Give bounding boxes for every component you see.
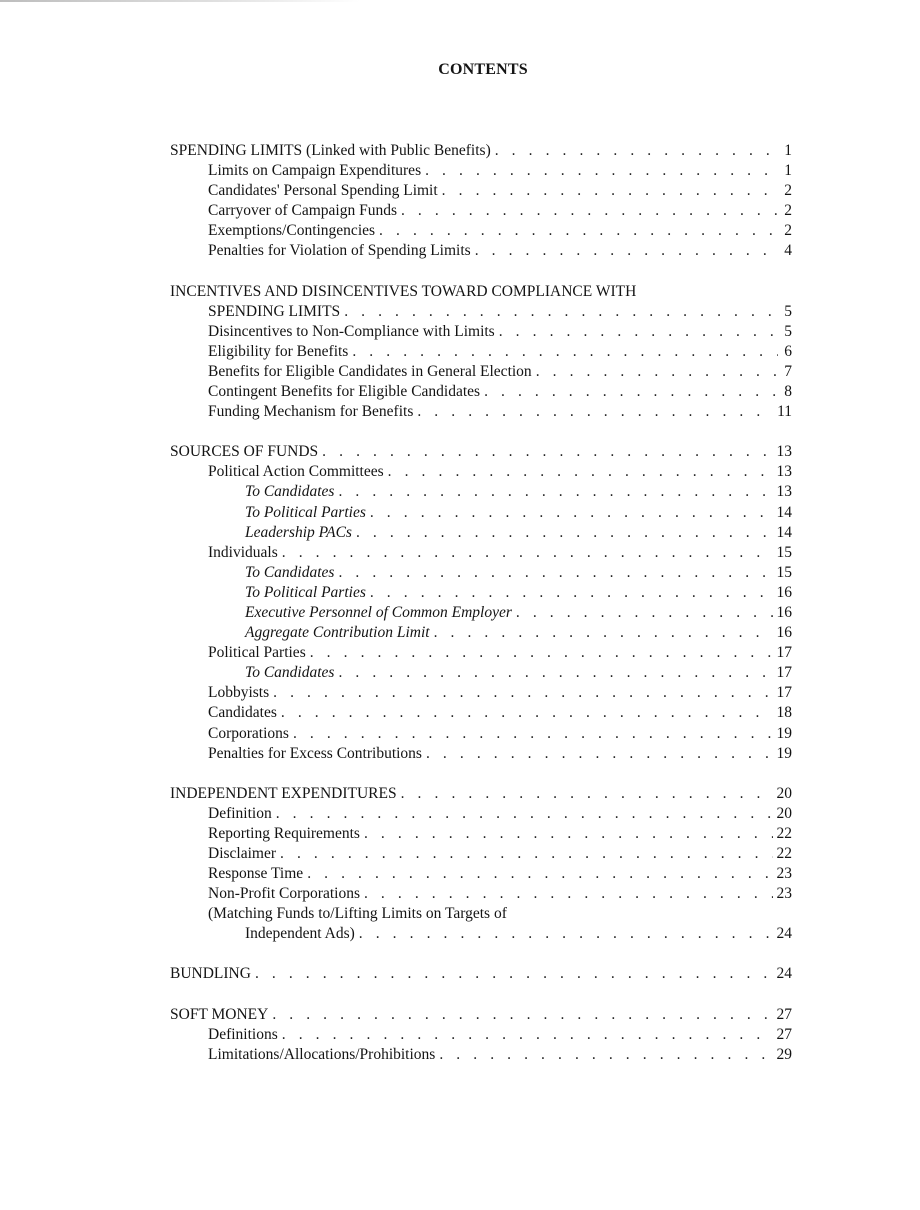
- toc-heading-bundling[interactable]: [170, 964, 792, 984]
- toc-entry-text: Lobbyists: [208, 684, 270, 702]
- toc-page-number: 16: [776, 624, 792, 642]
- toc-page-number: 19: [776, 724, 792, 742]
- toc-entry-text: Leadership PACs: [245, 523, 352, 541]
- toc-entry[interactable]: [170, 724, 792, 744]
- toc-subentry[interactable]: [170, 663, 792, 683]
- toc-entry-text: Limitations/Allocations/Prohibitions: [208, 1045, 436, 1063]
- toc-entry-text: Political Action Committees: [208, 463, 384, 481]
- toc-page-number: 23: [776, 885, 792, 903]
- table-of-contents: [170, 141, 792, 1065]
- toc-page-number: 19: [776, 744, 792, 762]
- toc-entry[interactable]: [170, 402, 792, 422]
- dot-leader: [293, 724, 773, 744]
- toc-entry-text: Corporations: [208, 724, 289, 742]
- toc-entry-text: Aggregate Contribution Limit: [245, 624, 430, 642]
- toc-page-number: 20: [776, 784, 792, 802]
- dot-leader: [276, 804, 773, 824]
- toc-entry[interactable]: [170, 804, 792, 824]
- toc-page-number: 8: [784, 383, 792, 401]
- toc-entry-text: Reporting Requirements: [208, 824, 360, 842]
- dot-leader: [356, 523, 773, 543]
- toc-entry-text: Exemptions/Contingencies: [208, 222, 376, 240]
- toc-page-number: 4: [784, 242, 792, 260]
- toc-heading-text: INCENTIVES AND DISINCENTIVES TOWARD COMPLIANCE WITH: [170, 282, 637, 300]
- toc-page-number: 27: [776, 1025, 792, 1043]
- dot-leader: [364, 884, 773, 904]
- toc-subentry[interactable]: [170, 603, 792, 623]
- toc-heading-spending-limits[interactable]: [170, 141, 792, 161]
- dot-leader: [484, 382, 778, 402]
- toc-entry-text: Penalties for Excess Contributions: [208, 744, 422, 762]
- dot-leader: [499, 322, 778, 342]
- toc-entry-text: Definition: [208, 804, 272, 822]
- toc-subentry[interactable]: [170, 503, 792, 523]
- dot-leader: [370, 583, 773, 603]
- toc-page-number: 1: [784, 162, 792, 180]
- toc-heading-text: SPENDING LIMITS (Linked with Public Benefits): [170, 142, 491, 159]
- toc-entry[interactable]: [170, 543, 792, 563]
- dot-leader: [273, 683, 772, 703]
- toc-page-number: 11: [777, 403, 792, 421]
- toc-entry[interactable]: [170, 362, 792, 382]
- toc-page-number: 6: [784, 342, 792, 360]
- toc-entry[interactable]: [170, 1025, 792, 1045]
- toc-entry-text: Penalties for Violation of Spending Limits: [208, 242, 471, 260]
- toc-page-number: 27: [776, 1005, 792, 1023]
- toc-subentry[interactable]: [170, 482, 792, 502]
- toc-heading-incentives-line1[interactable]: [170, 282, 792, 302]
- toc-entry[interactable]: [170, 864, 792, 884]
- scan-edge-mark: [0, 0, 360, 2]
- dot-leader: [439, 1045, 772, 1065]
- toc-heading-soft-money[interactable]: [170, 1005, 792, 1025]
- toc-heading-text: SOFT MONEY: [170, 1005, 269, 1023]
- toc-entry-text: Carryover of Campaign Funds: [208, 202, 397, 220]
- toc-heading-text: SPENDING LIMITS: [208, 302, 341, 320]
- toc-page-number: 29: [776, 1045, 792, 1063]
- dot-leader: [272, 1005, 772, 1025]
- dot-leader: [388, 462, 773, 482]
- dot-leader: [322, 442, 772, 462]
- dot-leader: [434, 623, 773, 643]
- toc-page-number: 14: [776, 523, 792, 541]
- toc-entry[interactable]: [170, 824, 792, 844]
- toc-page-number: 18: [776, 704, 792, 722]
- dot-leader: [536, 362, 778, 382]
- toc-page-number: 2: [784, 182, 792, 200]
- dot-leader: [425, 161, 778, 181]
- toc-page-number: 2: [784, 202, 792, 220]
- toc-entry-text: Response Time: [208, 865, 304, 883]
- toc-page-number: 13: [776, 483, 792, 501]
- toc-entry-text: Contingent Benefits for Eligible Candidates: [208, 383, 481, 401]
- toc-entry[interactable]: [170, 884, 792, 904]
- toc-entry-text: Definitions: [208, 1025, 278, 1043]
- dot-leader: [307, 864, 772, 884]
- toc-entry-text: Political Parties: [208, 644, 306, 662]
- toc-heading-text: BUNDLING: [170, 965, 251, 983]
- dot-leader: [516, 603, 773, 623]
- toc-entry[interactable]: [170, 844, 792, 864]
- toc-page-number: 22: [776, 824, 792, 842]
- toc-subentry[interactable]: [170, 623, 792, 643]
- toc-page-number: 23: [776, 865, 792, 883]
- dot-leader: [255, 964, 773, 984]
- toc-entry[interactable]: [170, 201, 792, 221]
- toc-heading-text: INDEPENDENT EXPENDITURES: [170, 784, 397, 802]
- toc-entry-text: Non-Profit Corporations: [208, 885, 360, 903]
- dot-leader: [442, 181, 778, 201]
- dot-leader: [379, 221, 778, 241]
- toc-entry[interactable]: [170, 744, 792, 764]
- dot-leader: [282, 1025, 773, 1045]
- toc-page-number: 14: [776, 503, 792, 521]
- toc-entry-text: Individuals: [208, 543, 278, 561]
- dot-leader: [370, 503, 773, 523]
- dot-leader: [364, 824, 773, 844]
- dot-leader: [495, 141, 778, 161]
- toc-entry-text: To Political Parties: [245, 583, 366, 601]
- toc-page-number: 16: [776, 583, 792, 601]
- toc-entry-text: To Candidates: [245, 664, 335, 682]
- toc-entry[interactable]: [170, 181, 792, 201]
- toc-entry-text: Benefits for Eligible Candidates in General Election: [208, 362, 532, 380]
- toc-entry[interactable]: [170, 322, 792, 342]
- toc-entry-text: Disincentives to Non-Compliance with Limits: [208, 322, 495, 340]
- toc-page-number: 24: [776, 925, 792, 943]
- toc-page-number: 16: [776, 603, 792, 621]
- toc-page-number: 15: [776, 543, 792, 561]
- toc-page-number: 22: [776, 845, 792, 862]
- dot-leader: [280, 844, 772, 864]
- dot-leader: [310, 643, 773, 663]
- dot-leader: [338, 482, 772, 502]
- dot-leader: [352, 342, 778, 362]
- toc-heading-text: SOURCES OF FUNDS: [170, 443, 319, 461]
- toc-page-number: 2: [784, 222, 792, 240]
- toc-entry-text: Eligibility for Benefits: [208, 342, 349, 360]
- dot-leader: [344, 302, 778, 322]
- toc-subentry[interactable]: [170, 583, 792, 603]
- toc-entry[interactable]: [170, 221, 792, 241]
- toc-subentry[interactable]: [170, 563, 792, 583]
- toc-page-number: 24: [776, 965, 792, 983]
- dot-leader: [417, 402, 773, 422]
- toc-entry[interactable]: [170, 241, 792, 261]
- dot-leader: [338, 563, 772, 583]
- toc-entry-text: To Candidates: [245, 563, 335, 581]
- dot-leader: [282, 543, 773, 563]
- dot-leader: [338, 663, 772, 683]
- toc-entry[interactable]: [170, 643, 792, 663]
- dot-leader: [401, 201, 778, 221]
- toc-heading-independent-expenditures[interactable]: [170, 784, 792, 804]
- toc-entry-text: (Matching Funds to/Lifting Limits on Targets of: [208, 905, 507, 923]
- toc-entry[interactable]: [170, 1045, 792, 1065]
- dot-leader: [281, 703, 773, 723]
- toc-entry-matching-funds-line1[interactable]: [170, 904, 792, 924]
- toc-entry[interactable]: [170, 161, 792, 181]
- toc-entry[interactable]: [170, 703, 792, 723]
- toc-page-number: 5: [784, 302, 792, 320]
- toc-page-number: 17: [776, 664, 792, 682]
- toc-entry-text: Candidates' Personal Spending Limit: [208, 182, 438, 200]
- toc-entry-text: To Political Parties: [245, 503, 366, 521]
- toc-entry[interactable]: [170, 462, 792, 482]
- toc-page-number: 1: [784, 142, 792, 159]
- dot-leader: [475, 241, 778, 261]
- dot-leader: [401, 784, 773, 804]
- toc-entry[interactable]: [170, 342, 792, 362]
- toc-heading-sources-of-funds[interactable]: [170, 442, 792, 462]
- toc-entry-text: Funding Mechanism for Benefits: [208, 403, 414, 421]
- toc-entry-text: Candidates: [208, 704, 277, 722]
- dot-leader: [426, 744, 773, 764]
- toc-subentry[interactable]: [170, 523, 792, 543]
- toc-page-number: 15: [776, 563, 792, 581]
- toc-entry[interactable]: [170, 382, 792, 402]
- toc-heading-incentives-line2[interactable]: [170, 302, 792, 322]
- toc-page-number: 20: [776, 804, 792, 822]
- toc-page-number: 7: [784, 362, 792, 380]
- toc-page-number: 5: [784, 322, 792, 340]
- toc-entry-text: To Candidates: [245, 483, 335, 501]
- toc-page-number: 17: [776, 684, 792, 702]
- toc-page-number: 13: [776, 443, 792, 461]
- toc-page-number: 17: [776, 644, 792, 662]
- toc-entry-text: Limits on Campaign Expenditures: [208, 162, 422, 180]
- toc-entry[interactable]: [170, 683, 792, 703]
- toc-page-number: 13: [776, 463, 792, 481]
- toc-entry-text: Disclaimer: [208, 845, 277, 862]
- dot-leader: [359, 924, 773, 944]
- toc-entry-matching-funds-line2[interactable]: [170, 924, 792, 944]
- page-title: CONTENTS: [438, 61, 528, 78]
- toc-entry-text: Executive Personnel of Common Employer: [245, 603, 512, 621]
- toc-entry-text: Independent Ads): [245, 925, 355, 943]
